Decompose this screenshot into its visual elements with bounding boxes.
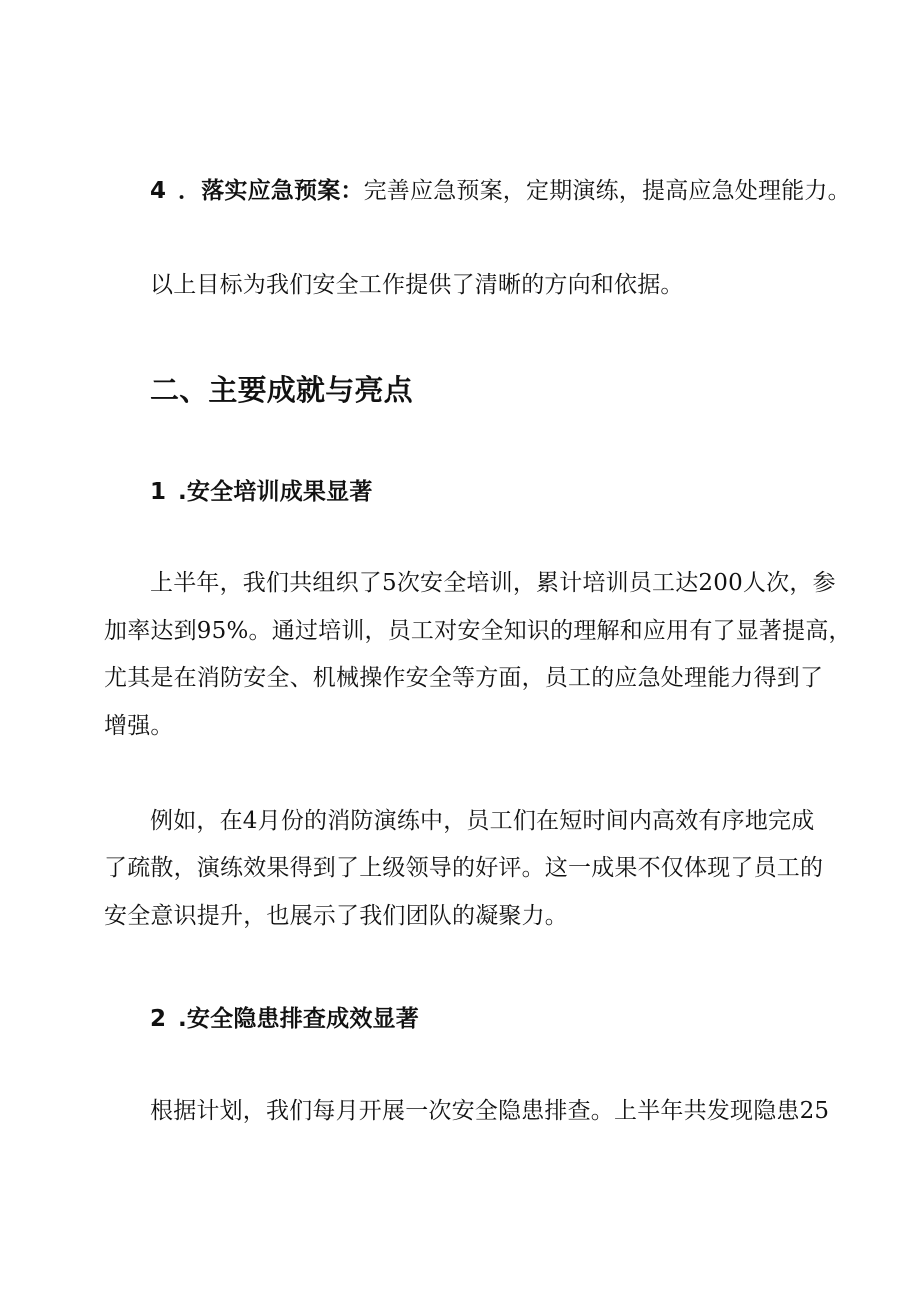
subsection-2-heading — [150, 1004, 419, 1034]
subsection-2-paragraph-line: 根据计划，我们每月开展一次安全隐患排查。上半年共发现隐患25 — [150, 1098, 830, 1124]
paragraph-line: 上半年，我们共组织了5次安全培训，累计培训员工达200人次，参 — [150, 570, 836, 596]
paragraph-line: 例如，在4月份的消防演练中，员工们在短时间内高效有序地完成 — [150, 808, 815, 834]
subsection-2-title: .安全隐患排查成效显著 — [178, 1006, 419, 1032]
subsection-1-heading — [150, 477, 373, 507]
paragraph-line: 安全意识提升，也展示了我们团队的凝聚力。 — [104, 903, 568, 929]
paragraph-line: 增强。 — [104, 713, 174, 739]
item-4-text: 完善应急预案，定期演练，提高应急处理能力。 — [363, 178, 851, 204]
item-4-number: 4 — [150, 178, 167, 204]
subsection-1-title: .安全培训成果显著 — [178, 479, 373, 505]
paragraph-line: 了疏散，演练效果得到了上级领导的好评。这一成果不仅体现了员工的 — [104, 855, 824, 881]
section-2-heading: 二、主要成就与亮点 — [150, 373, 413, 407]
item-4 — [150, 176, 851, 206]
subsection-2-number: 2 — [150, 1006, 167, 1032]
summary-text: 以上目标为我们安全工作提供了清晰的方向和依据。 — [150, 272, 684, 298]
item-4-title: ．落实应急预案： — [178, 178, 364, 204]
paragraph-line: 加率达到95%。通过培训，员工对安全知识的理解和应用有了显著提高， — [104, 618, 852, 644]
paragraph-line: 尤其是在消防安全、机械操作安全等方面，员工的应急处理能力得到了 — [104, 665, 824, 691]
subsection-1-number: 1 — [150, 479, 167, 505]
